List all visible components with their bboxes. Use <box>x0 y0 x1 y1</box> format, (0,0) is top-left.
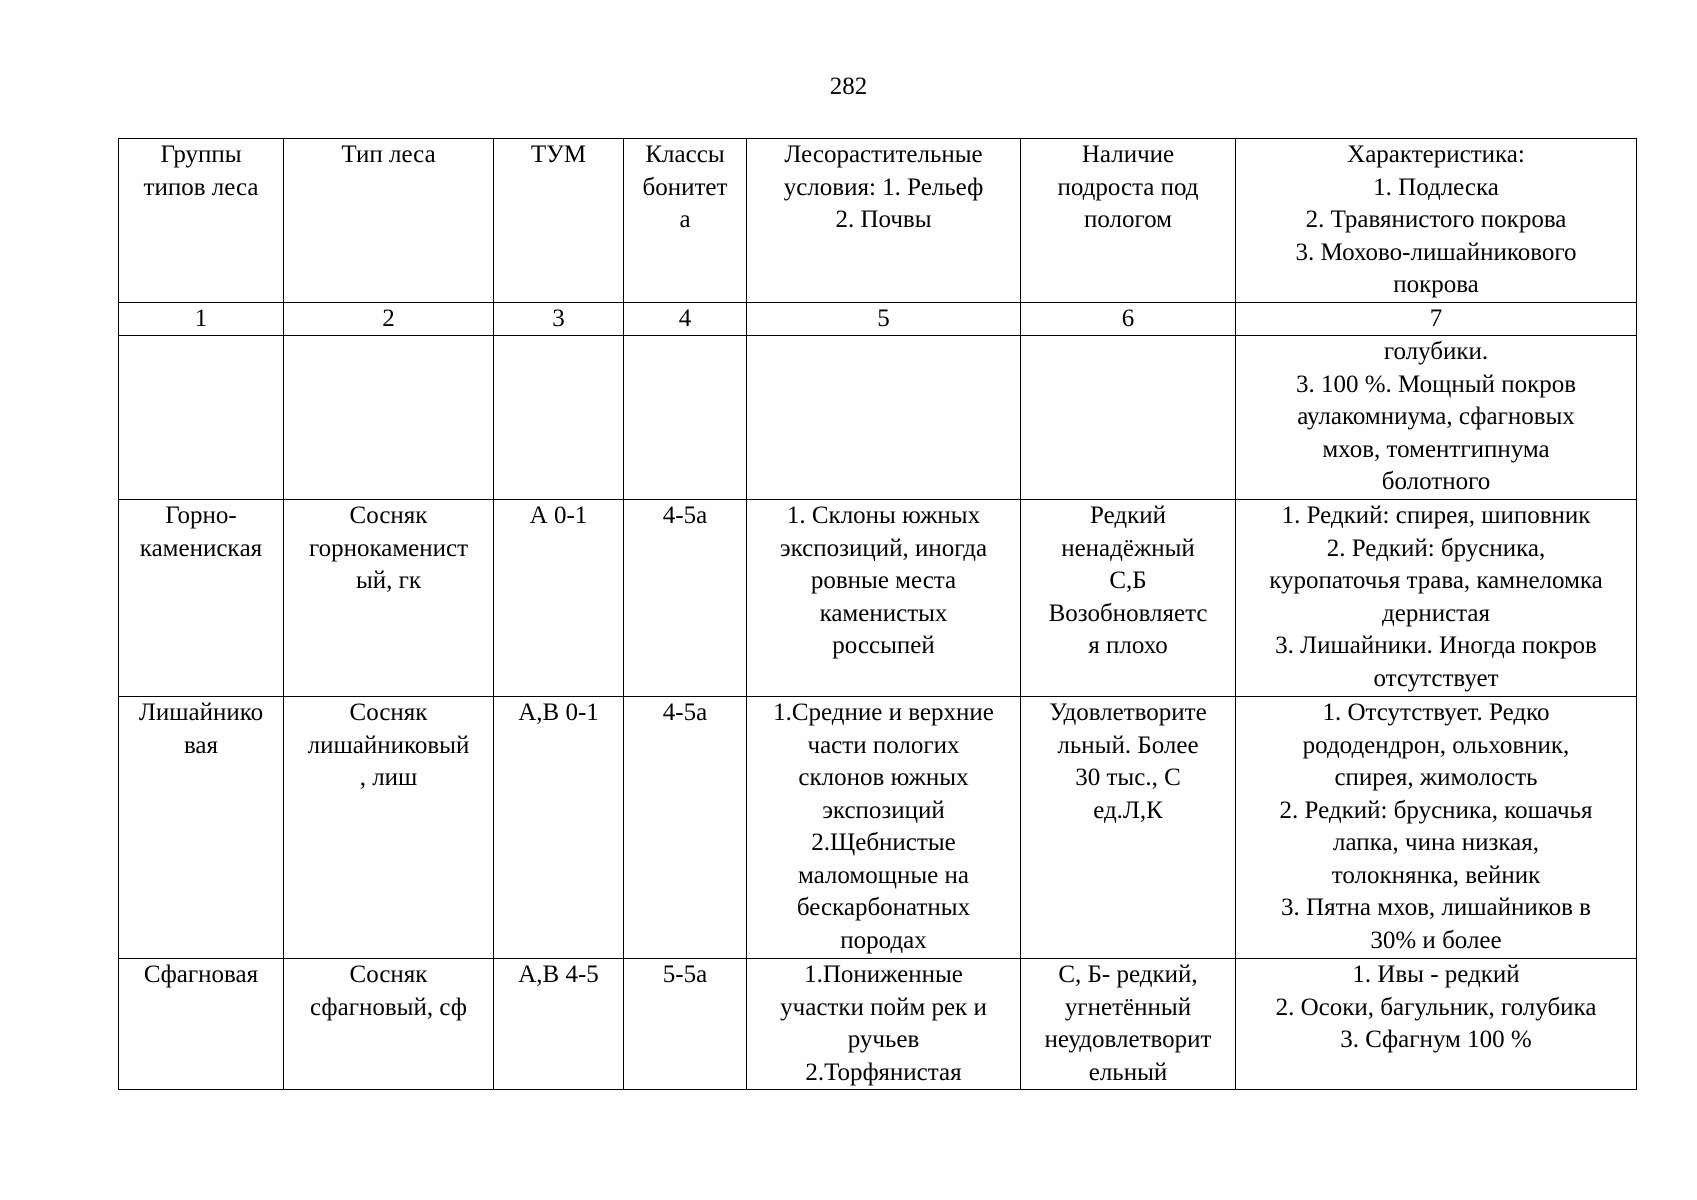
column-number: 7 <box>1236 302 1637 336</box>
column-number-row <box>119 302 1637 336</box>
table-cell <box>1021 336 1236 500</box>
table-cell <box>284 336 494 500</box>
table-cell: С, Б- редкий, угнетённый неудовлетворит ельный <box>1021 959 1236 1090</box>
table-cell: голубики. 3. 100 %. Мощный покров аулакомниума, сфагновых мхов, томентгипнума болотного <box>1236 336 1637 500</box>
table-row-gornokamenistaya <box>119 500 1637 697</box>
table-cell <box>747 336 1021 500</box>
column-number: 4 <box>624 302 747 336</box>
header-undergrowth: Наличие подроста под пологом <box>1021 139 1236 303</box>
table-cell: Сфагновая <box>119 959 284 1090</box>
table-row-sfagnovaya <box>119 959 1637 1090</box>
header-forest-type: Тип леса <box>284 139 494 303</box>
table-cell: 1.Пониженные участки пойм рек и ручьев 2.Торфянистая <box>747 959 1021 1090</box>
table-cell: 1. Ивы - редкий 2. Осоки, багульник, голубика 3. Сфагнум 100 % <box>1236 959 1637 1090</box>
table-cell: 4-5а <box>624 697 747 959</box>
header-bonitet-classes: Классы бонитет а <box>624 139 747 303</box>
table-cell: Сосняк горнокаменист ый, гк <box>284 500 494 697</box>
table-cell: Удовлетворите льный. Более 30 тыс., С ед.Л,К <box>1021 697 1236 959</box>
table-cell <box>624 336 747 500</box>
table-cell: Сосняк сфагновый, сф <box>284 959 494 1090</box>
table-cell: А,В 0-1 <box>494 697 624 959</box>
table-cell: 1. Отсутствует. Редко рододендрон, ольховник, спирея, жимолость 2. Редкий: брусника, кошачья лапка, чина низкая, толокнянка, вейник 3. Пятна мхов, лишайников в 30% и более <box>1236 697 1637 959</box>
page-number: 282 <box>829 73 868 100</box>
table-row-continuation <box>119 336 1637 500</box>
table-cell <box>494 336 624 500</box>
header-tum: ТУМ <box>494 139 624 303</box>
header-forest-type-groups: Группы типов леса <box>119 139 284 303</box>
table-cell: 1.Средние и верхние части пологих склонов южных экспозиций 2.Щебнистые маломощные на бескарбонатных породах <box>747 697 1021 959</box>
table-cell: А,В 4-5 <box>494 959 624 1090</box>
table-cell: 5-5а <box>624 959 747 1090</box>
table-cell: Редкий ненадёжный С,Б Возобновляетс я плохо <box>1021 500 1236 697</box>
table-cell: 4-5а <box>624 500 747 697</box>
column-number: 5 <box>747 302 1021 336</box>
column-number: 3 <box>494 302 624 336</box>
table-cell: А 0-1 <box>494 500 624 697</box>
table-cell: Лишайнико вая <box>119 697 284 959</box>
table-cell: 1. Редкий: спирея, шиповник 2. Редкий: брусника, куропаточья трава, камнеломка дернистая 3. Лишайники. Иногда покров отсутствует <box>1236 500 1637 697</box>
table-cell: Сосняк лишайниковый , лиш <box>284 697 494 959</box>
header-characteristics: Характеристика: 1. Подлеска 2. Травянистого покрова 3. Мохово-лишайникового покрова <box>1236 139 1637 303</box>
table-row-lishaynikovaya <box>119 697 1637 959</box>
forest-types-table <box>118 138 1637 1090</box>
column-number: 6 <box>1021 302 1236 336</box>
column-number: 2 <box>284 302 494 336</box>
table-cell: Горно- каменискaя <box>119 500 284 697</box>
table-header-row <box>119 139 1637 303</box>
table-cell: 1. Склоны южных экспозиций, иногда ровные места каменистых россыпей <box>747 500 1021 697</box>
header-growing-conditions: Лесорастительные условия: 1. Рельеф 2. Почвы <box>747 139 1021 303</box>
column-number: 1 <box>119 302 284 336</box>
table-cell <box>119 336 284 500</box>
